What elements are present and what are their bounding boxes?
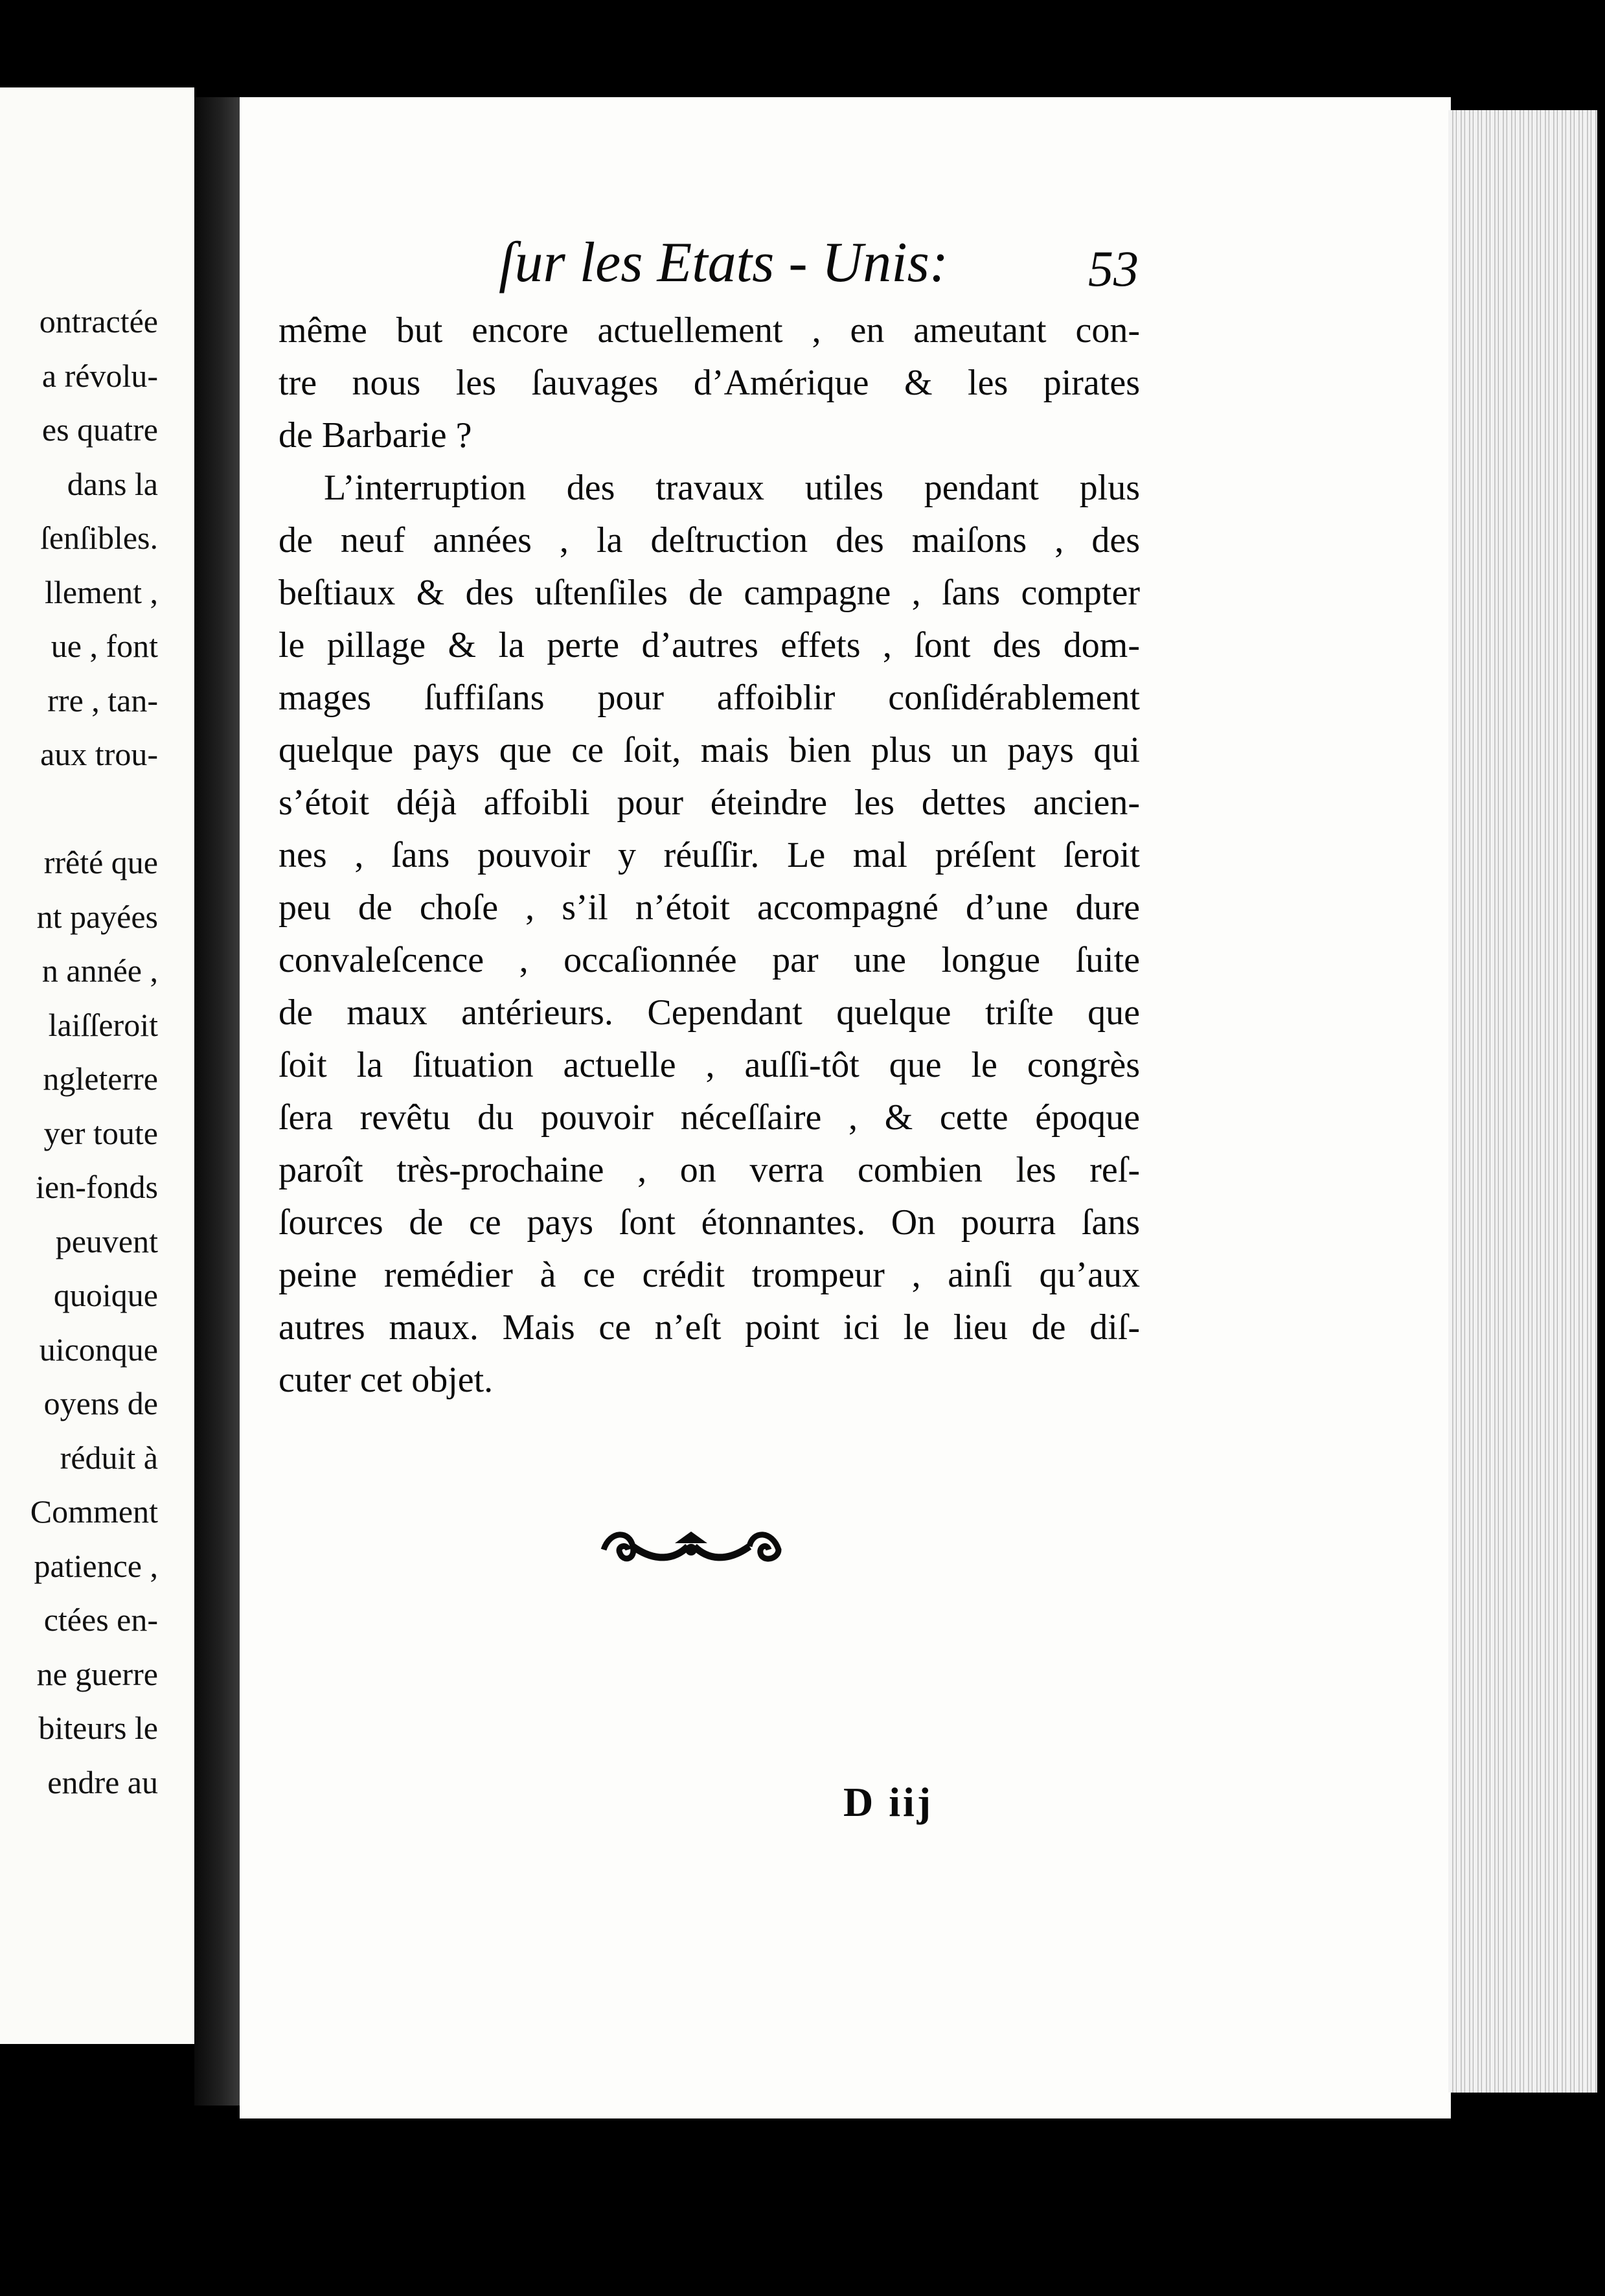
body-line: convaleſcence , occaſionnée par une longue ſuite	[279, 940, 1140, 980]
facing-page-line: peuvent	[55, 1223, 158, 1259]
facing-page-line: a révolu-	[41, 357, 158, 394]
facing-page-line: ſenſibles.	[40, 520, 158, 556]
facing-page-line: ien-fonds	[36, 1169, 158, 1205]
facing-page-line: ne guerre	[36, 1655, 158, 1692]
facing-page-line: yer toute	[43, 1114, 158, 1151]
body-line: ſera revêtu du pouvoir néceſſaire , & cette époque	[279, 1097, 1140, 1138]
facing-page-line: llement ,	[45, 573, 158, 610]
body-line: tre nous les ſauvages d’Amérique & les pirates	[279, 363, 1140, 403]
facing-page-line: aux trou-	[40, 736, 158, 772]
body-line: de maux antérieurs. Cependant quelque triſte que	[279, 993, 1140, 1033]
signature-mark: D iij	[843, 1779, 934, 1825]
facing-page-line: rrêté que	[43, 844, 158, 880]
body-line: même but encore actuellement , en ameutant con-	[279, 310, 1140, 350]
page-number: 53	[1088, 240, 1139, 297]
facing-page-line: endre au	[47, 1763, 158, 1800]
body-line: nes , ſans pouvoir y réuſſir. Le mal préſent ſeroit	[279, 835, 1140, 875]
body-line: L’interruption des travaux utiles pendant plus	[324, 468, 1140, 508]
facing-page-line: uiconque	[39, 1331, 158, 1368]
body-line: s’étoit déjà affoibli pour éteindre les dettes ancien-	[279, 783, 1140, 823]
book-gutter	[194, 97, 240, 2106]
facing-page-line: rre , tan-	[47, 682, 158, 718]
facing-page-line: quoique	[53, 1277, 158, 1313]
facing-page-left	[0, 87, 194, 2044]
body-line: de neuf années , la deſtruction des maiſons , des	[279, 520, 1140, 560]
facing-page-line: dans la	[67, 465, 158, 502]
facing-page-line: biteurs le	[38, 1710, 158, 1746]
fleuron-ornament-icon	[597, 1524, 785, 1569]
facing-page-line: nt payées	[36, 898, 158, 935]
facing-page-line: oyens de	[43, 1385, 158, 1421]
facing-page-line	[30, 782, 158, 836]
body-line: ſources de ce pays ſont étonnantes. On pourra ſans	[279, 1202, 1140, 1243]
body-line: de Barbarie ?	[279, 415, 472, 455]
facing-page-line: Comment	[30, 1493, 158, 1530]
facing-page-line: n année ,	[41, 952, 158, 989]
facing-page-line: laiſſeroit	[48, 1006, 158, 1043]
body-line: quelque pays que ce ſoit, mais bien plus un pays qui	[279, 730, 1140, 770]
body-text	[279, 304, 1140, 1406]
facing-page-line: ontractée	[39, 303, 158, 339]
facing-page-text	[30, 295, 158, 1809]
running-title: ſur les Etats - Unis:	[499, 231, 949, 294]
facing-page-line: réduit à	[60, 1439, 158, 1476]
body-line: le pillage & la perte d’autres effets , ſont des dom-	[279, 625, 1140, 665]
body-line: beſtiaux & des uſtenſiles de campagne , ſans compter	[279, 573, 1140, 613]
page-block-edges	[1448, 110, 1597, 2093]
body-line: mages ſuffiſans pour affoiblir conſidérablement	[279, 678, 1140, 718]
body-line: ſoit la ſituation actuelle , auſſi-tôt que le congrès	[279, 1045, 1140, 1085]
body-line: peine remédier à ce crédit trompeur , ainſi qu’aux	[279, 1255, 1140, 1295]
facing-page-line: es quatre	[41, 411, 158, 448]
facing-page-line: ue , font	[51, 628, 158, 664]
body-line: peu de choſe , s’il n’étoit accompagné d’une dure	[279, 888, 1140, 928]
body-line: paroît très-prochaine , on verra combien les reſ-	[279, 1150, 1140, 1190]
body-line: cuter cet objet.	[279, 1360, 494, 1400]
facing-page-line: ctées en-	[43, 1601, 158, 1638]
facing-page-line: patience ,	[34, 1547, 158, 1584]
facing-page-line: ngleterre	[43, 1061, 158, 1097]
body-line: autres maux. Mais ce n’eſt point ici le lieu de diſ-	[279, 1307, 1140, 1348]
